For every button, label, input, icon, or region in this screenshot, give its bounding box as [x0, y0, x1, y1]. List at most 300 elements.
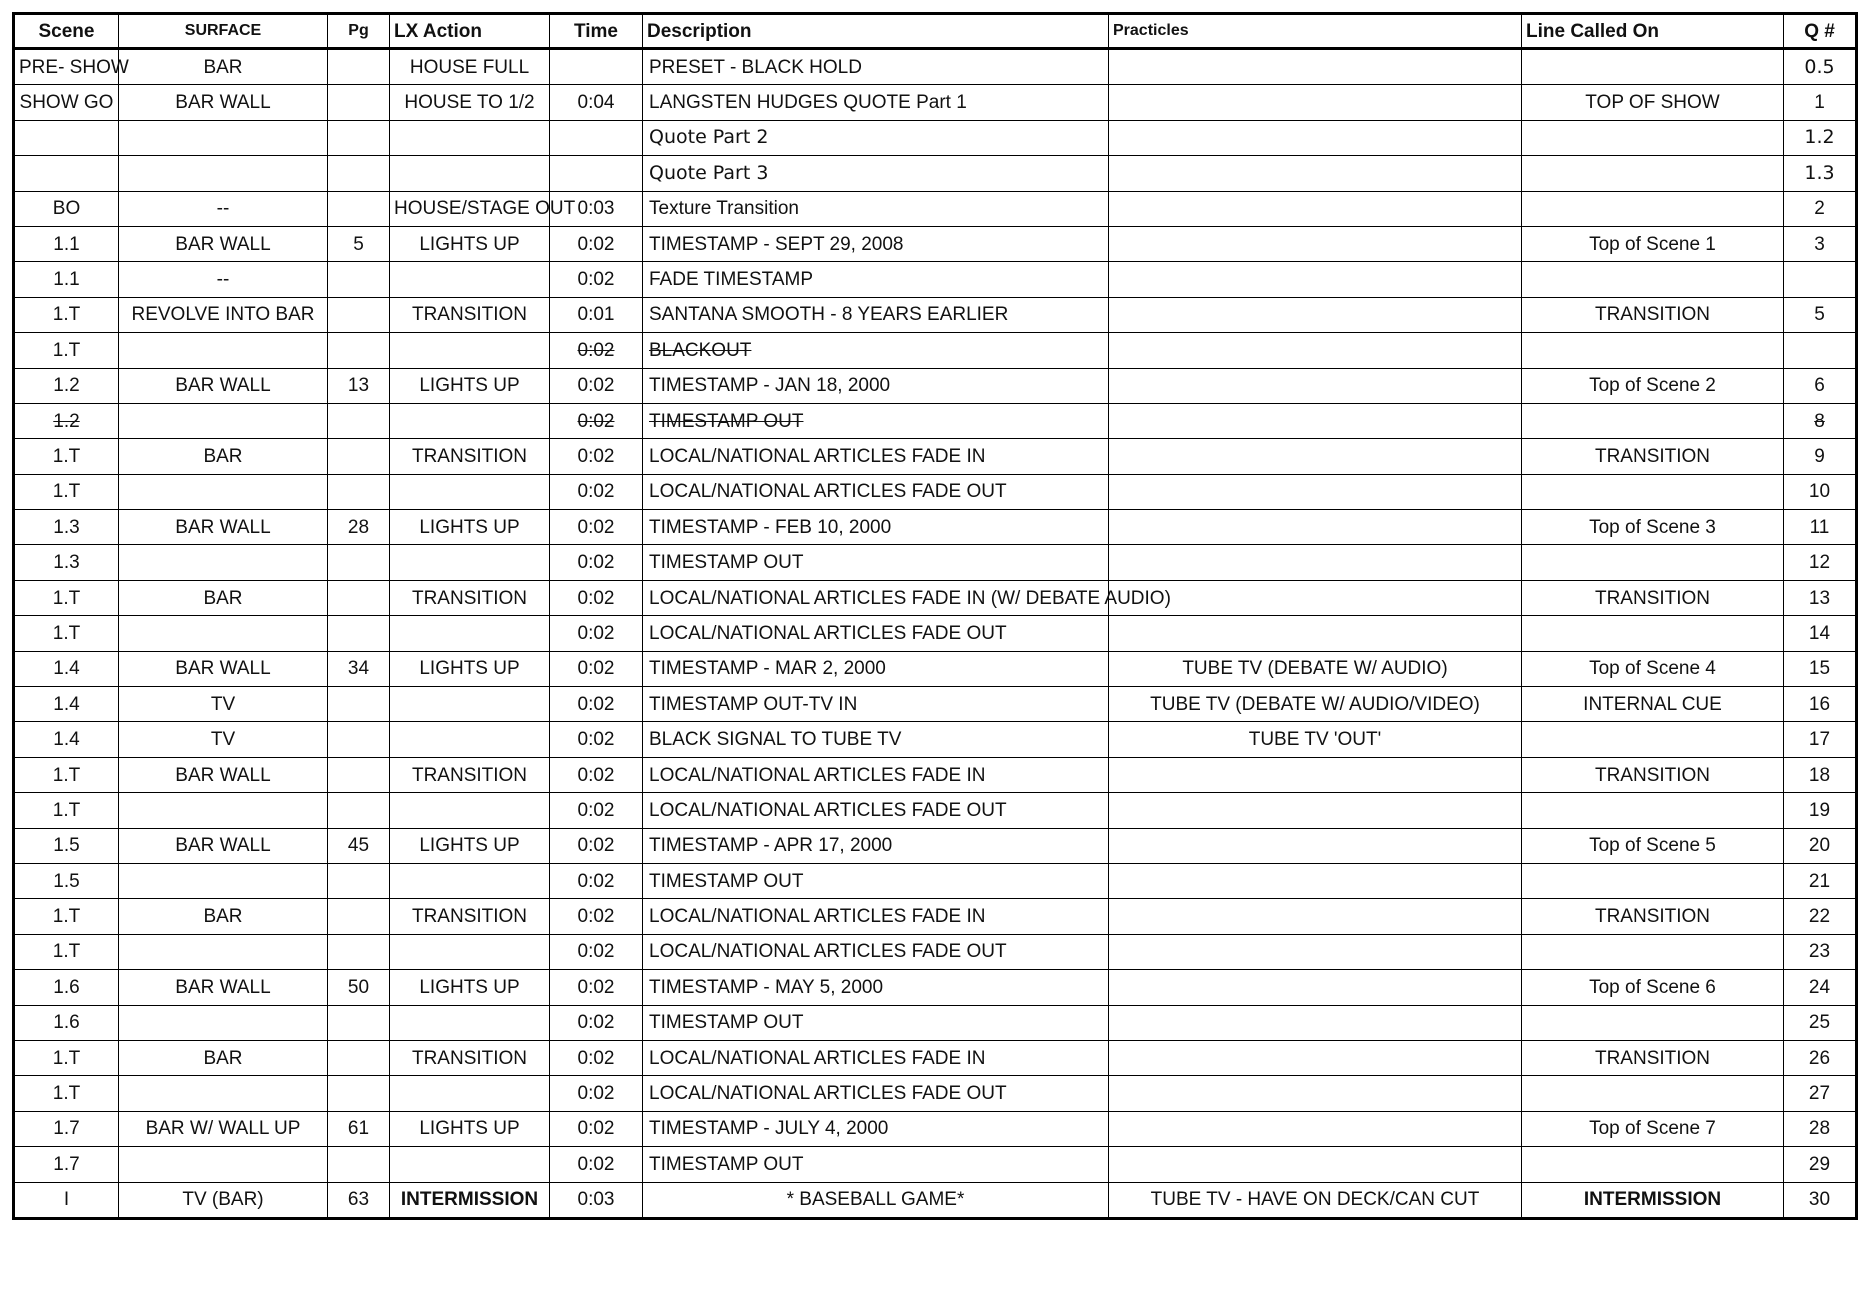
cell-scene [14, 156, 119, 191]
table-row [14, 262, 1857, 297]
cell-description: Quote Part 2 [643, 120, 1109, 155]
cell-time: 0:02 [550, 368, 643, 403]
table-row [14, 297, 1857, 332]
cell-q-number: 9 [1784, 439, 1857, 474]
cell-lx-action: LIGHTS UP [390, 1111, 550, 1146]
table-row [14, 1040, 1857, 1075]
cell-scene: SHOW GO [14, 85, 119, 120]
cell-line-called-on: TRANSITION [1522, 757, 1784, 792]
cell-pg [328, 616, 390, 651]
cell-description: TIMESTAMP - FEB 10, 2000 [643, 510, 1109, 545]
cell-pg: 13 [328, 368, 390, 403]
cell-pg [328, 687, 390, 722]
cell-pg [328, 1147, 390, 1182]
cell-description: BLACKOUT [643, 333, 1109, 368]
cell-line-called-on [1522, 262, 1784, 297]
cell-scene: 1.7 [14, 1111, 119, 1146]
cell-description: LOCAL/NATIONAL ARTICLES FADE OUT [643, 474, 1109, 509]
cell-lx-action: TRANSITION [390, 757, 550, 792]
cell-surface [119, 156, 328, 191]
cell-lx-action: HOUSE FULL [390, 49, 550, 85]
cell-q-number: 29 [1784, 1147, 1857, 1182]
cell-description: TIMESTAMP - JULY 4, 2000 [643, 1111, 1109, 1146]
table-row [14, 439, 1857, 474]
cell-time: 0:02 [550, 403, 643, 438]
table-row [14, 1005, 1857, 1040]
cell-practicles [1109, 793, 1522, 828]
cell-pg [328, 156, 390, 191]
table-row [14, 510, 1857, 545]
cell-q-number: 28 [1784, 1111, 1857, 1146]
cell-time: 0:02 [550, 616, 643, 651]
cell-practicles [1109, 1147, 1522, 1182]
header-time: Time [550, 14, 643, 49]
cell-lx-action [390, 403, 550, 438]
table-row [14, 970, 1857, 1005]
cell-pg [328, 474, 390, 509]
table-row [14, 333, 1857, 368]
cell-scene: 1.3 [14, 545, 119, 580]
cell-lx-action: TRANSITION [390, 580, 550, 615]
cell-surface [119, 120, 328, 155]
cell-scene: 1.3 [14, 510, 119, 545]
cell-practicles: TUBE TV (DEBATE W/ AUDIO/VIDEO) [1109, 687, 1522, 722]
cell-line-called-on: Top of Scene 7 [1522, 1111, 1784, 1146]
cell-scene: 1.T [14, 439, 119, 474]
cell-practicles [1109, 863, 1522, 898]
cell-q-number: 20 [1784, 828, 1857, 863]
cell-description: Texture Transition [643, 191, 1109, 226]
cell-time: 0:03 [550, 191, 643, 226]
cell-line-called-on [1522, 722, 1784, 757]
table-row [14, 85, 1857, 120]
cell-surface: BAR WALL [119, 85, 328, 120]
cell-time: 0:02 [550, 1147, 643, 1182]
cell-pg [328, 439, 390, 474]
cell-time: 0:01 [550, 297, 643, 332]
cell-q-number: 1.3 [1784, 156, 1857, 191]
cell-q-number: 22 [1784, 899, 1857, 934]
cell-practicles [1109, 1076, 1522, 1111]
cell-lx-action: LIGHTS UP [390, 226, 550, 261]
cell-lx-action: HOUSE TO 1/2 [390, 85, 550, 120]
cell-q-number: 21 [1784, 863, 1857, 898]
table-row [14, 1182, 1857, 1218]
cell-scene: BO [14, 191, 119, 226]
cell-q-number: 27 [1784, 1076, 1857, 1111]
cell-scene: 1.T [14, 899, 119, 934]
cell-line-called-on: TRANSITION [1522, 1040, 1784, 1075]
table-row [14, 1111, 1857, 1146]
cell-description: LOCAL/NATIONAL ARTICLES FADE IN [643, 1040, 1109, 1075]
cell-description: LOCAL/NATIONAL ARTICLES FADE OUT [643, 1076, 1109, 1111]
table-row [14, 156, 1857, 191]
table-row [14, 651, 1857, 686]
cell-pg [328, 545, 390, 580]
cell-pg [328, 297, 390, 332]
cell-line-called-on: Top of Scene 5 [1522, 828, 1784, 863]
cell-time: 0:02 [550, 863, 643, 898]
cell-description: BLACK SIGNAL TO TUBE TV [643, 722, 1109, 757]
cell-q-number: 6 [1784, 368, 1857, 403]
cell-description: LOCAL/NATIONAL ARTICLES FADE IN [643, 757, 1109, 792]
table-row [14, 403, 1857, 438]
header-practicles: Practicles [1109, 14, 1522, 49]
cell-line-called-on [1522, 156, 1784, 191]
cell-time: 0:02 [550, 722, 643, 757]
cell-description: TIMESTAMP OUT [643, 403, 1109, 438]
cell-lx-action [390, 616, 550, 651]
cell-q-number: 16 [1784, 687, 1857, 722]
cell-surface: BAR [119, 49, 328, 85]
cell-practicles [1109, 49, 1522, 85]
cell-practicles [1109, 439, 1522, 474]
cell-pg [328, 120, 390, 155]
cell-line-called-on [1522, 49, 1784, 85]
cell-practicles [1109, 970, 1522, 1005]
cell-pg: 28 [328, 510, 390, 545]
cell-surface [119, 333, 328, 368]
cell-q-number: 0.5 [1784, 49, 1857, 85]
cell-q-number: 13 [1784, 580, 1857, 615]
table-row [14, 191, 1857, 226]
table-row [14, 687, 1857, 722]
cell-pg [328, 85, 390, 120]
cell-time: 0:02 [550, 580, 643, 615]
cell-lx-action [390, 1076, 550, 1111]
cell-practicles [1109, 828, 1522, 863]
cell-scene: 1.2 [14, 368, 119, 403]
cell-line-called-on [1522, 1005, 1784, 1040]
cell-q-number: 3 [1784, 226, 1857, 261]
cell-description: Quote Part 3 [643, 156, 1109, 191]
cell-lx-action [390, 120, 550, 155]
cell-description: TIMESTAMP OUT [643, 863, 1109, 898]
cell-line-called-on: Top of Scene 2 [1522, 368, 1784, 403]
cell-q-number: 8 [1784, 403, 1857, 438]
cell-line-called-on [1522, 474, 1784, 509]
cell-scene: 1.2 [14, 403, 119, 438]
cell-surface [119, 616, 328, 651]
cell-q-number: 2 [1784, 191, 1857, 226]
cell-practicles [1109, 510, 1522, 545]
cell-description: TIMESTAMP - SEPT 29, 2008 [643, 226, 1109, 261]
header-row [14, 14, 1857, 49]
cell-scene: 1.T [14, 616, 119, 651]
cell-description: * BASEBALL GAME* [643, 1182, 1109, 1218]
cell-lx-action [390, 262, 550, 297]
table-row [14, 545, 1857, 580]
header-pg: Pg [328, 14, 390, 49]
cell-practicles [1109, 1111, 1522, 1146]
cell-q-number: 11 [1784, 510, 1857, 545]
cell-surface: BAR WALL [119, 368, 328, 403]
table-row [14, 368, 1857, 403]
cell-q-number: 25 [1784, 1005, 1857, 1040]
table-row [14, 49, 1857, 85]
cell-time: 0:02 [550, 474, 643, 509]
cell-description: FADE TIMESTAMP [643, 262, 1109, 297]
cell-scene: 1.1 [14, 226, 119, 261]
cell-description: LOCAL/NATIONAL ARTICLES FADE OUT [643, 793, 1109, 828]
cell-pg: 61 [328, 1111, 390, 1146]
cell-q-number: 10 [1784, 474, 1857, 509]
cell-line-called-on: INTERNAL CUE [1522, 687, 1784, 722]
cell-surface: BAR WALL [119, 510, 328, 545]
cell-pg [328, 793, 390, 828]
cell-description: TIMESTAMP - MAY 5, 2000 [643, 970, 1109, 1005]
cell-practicles [1109, 899, 1522, 934]
cell-description: LOCAL/NATIONAL ARTICLES FADE IN [643, 439, 1109, 474]
table-row [14, 863, 1857, 898]
cell-lx-action [390, 156, 550, 191]
cell-pg [328, 899, 390, 934]
cell-lx-action [390, 934, 550, 969]
cell-scene: 1.5 [14, 828, 119, 863]
cell-scene [14, 120, 119, 155]
cell-surface [119, 474, 328, 509]
cell-surface: REVOLVE INTO BAR [119, 297, 328, 332]
table-row [14, 828, 1857, 863]
cell-lx-action [390, 722, 550, 757]
cell-practicles [1109, 368, 1522, 403]
header-line-called-on: Line Called On [1522, 14, 1784, 49]
cell-pg [328, 333, 390, 368]
cell-pg [328, 1076, 390, 1111]
cell-pg: 5 [328, 226, 390, 261]
cell-line-called-on: TRANSITION [1522, 580, 1784, 615]
cell-description: LOCAL/NATIONAL ARTICLES FADE IN [643, 899, 1109, 934]
cell-time: 0:02 [550, 1005, 643, 1040]
cell-description: LANGSTEN HUDGES QUOTE Part 1 [643, 85, 1109, 120]
cell-practicles [1109, 545, 1522, 580]
cell-surface [119, 863, 328, 898]
cell-pg [328, 580, 390, 615]
cell-time: 0:02 [550, 439, 643, 474]
cell-q-number: 15 [1784, 651, 1857, 686]
cell-description: TIMESTAMP OUT [643, 1147, 1109, 1182]
cell-surface [119, 934, 328, 969]
cell-lx-action: TRANSITION [390, 297, 550, 332]
cell-surface [119, 1076, 328, 1111]
cell-line-called-on [1522, 1147, 1784, 1182]
cell-pg [328, 1005, 390, 1040]
cell-practicles [1109, 616, 1522, 651]
cell-pg: 45 [328, 828, 390, 863]
cell-practicles [1109, 85, 1522, 120]
cell-lx-action: LIGHTS UP [390, 651, 550, 686]
cell-description: LOCAL/NATIONAL ARTICLES FADE OUT [643, 934, 1109, 969]
cell-practicles [1109, 297, 1522, 332]
header-q-number: Q # [1784, 14, 1857, 49]
cell-time: 0:02 [550, 757, 643, 792]
cell-lx-action: INTERMISSION [390, 1182, 550, 1218]
cell-pg [328, 262, 390, 297]
cell-surface [119, 403, 328, 438]
cell-time: 0:02 [550, 970, 643, 1005]
cell-surface: BAR [119, 580, 328, 615]
cell-scene: 1.T [14, 757, 119, 792]
cell-lx-action [390, 687, 550, 722]
cell-surface: TV [119, 687, 328, 722]
cell-scene: 1.T [14, 333, 119, 368]
cell-scene: 1.7 [14, 1147, 119, 1182]
cell-surface: BAR WALL [119, 828, 328, 863]
table-row [14, 616, 1857, 651]
cell-line-called-on: INTERMISSION [1522, 1182, 1784, 1218]
cell-line-called-on [1522, 863, 1784, 898]
cell-practicles [1109, 226, 1522, 261]
cell-lx-action [390, 1005, 550, 1040]
cell-line-called-on [1522, 333, 1784, 368]
cell-line-called-on [1522, 191, 1784, 226]
cell-surface: TV (BAR) [119, 1182, 328, 1218]
cell-practicles [1109, 262, 1522, 297]
cell-practicles: TUBE TV 'OUT' [1109, 722, 1522, 757]
cell-scene: 1.T [14, 1076, 119, 1111]
cell-time: 0:04 [550, 85, 643, 120]
cell-time: 0:02 [550, 793, 643, 828]
cell-time: 0:02 [550, 687, 643, 722]
cell-description: PRESET - BLACK HOLD [643, 49, 1109, 85]
cell-line-called-on: TOP OF SHOW [1522, 85, 1784, 120]
cell-line-called-on: Top of Scene 6 [1522, 970, 1784, 1005]
cell-pg: 34 [328, 651, 390, 686]
cell-surface [119, 545, 328, 580]
cell-surface: BAR WALL [119, 757, 328, 792]
cell-description: TIMESTAMP - JAN 18, 2000 [643, 368, 1109, 403]
cell-pg [328, 403, 390, 438]
cell-surface: BAR [119, 439, 328, 474]
cell-time: 0:02 [550, 545, 643, 580]
cell-q-number: 24 [1784, 970, 1857, 1005]
cell-scene: PRE- SHOW [14, 49, 119, 85]
cell-practicles [1109, 934, 1522, 969]
cue-sheet-table [12, 12, 1858, 1220]
cell-line-called-on [1522, 793, 1784, 828]
table-row [14, 722, 1857, 757]
cell-time: 0:03 [550, 1182, 643, 1218]
cell-line-called-on: Top of Scene 3 [1522, 510, 1784, 545]
cell-lx-action [390, 474, 550, 509]
cell-scene: 1.6 [14, 970, 119, 1005]
cell-pg: 50 [328, 970, 390, 1005]
cell-q-number [1784, 333, 1857, 368]
cell-line-called-on: TRANSITION [1522, 899, 1784, 934]
cell-lx-action [390, 333, 550, 368]
cell-pg [328, 722, 390, 757]
cell-surface: BAR WALL [119, 651, 328, 686]
cell-pg [328, 863, 390, 898]
cell-scene: 1.6 [14, 1005, 119, 1040]
cell-practicles: TUBE TV (DEBATE W/ AUDIO) [1109, 651, 1522, 686]
cell-pg [328, 1040, 390, 1075]
cell-time: 0:02 [550, 1111, 643, 1146]
cell-practicles [1109, 191, 1522, 226]
cell-lx-action: TRANSITION [390, 439, 550, 474]
cell-lx-action: TRANSITION [390, 899, 550, 934]
cell-q-number: 17 [1784, 722, 1857, 757]
table-row [14, 1147, 1857, 1182]
cell-q-number: 1 [1784, 85, 1857, 120]
cell-description: TIMESTAMP OUT [643, 545, 1109, 580]
cell-pg [328, 934, 390, 969]
cell-surface: BAR WALL [119, 226, 328, 261]
cell-scene: 1.T [14, 934, 119, 969]
cell-q-number: 5 [1784, 297, 1857, 332]
cell-line-called-on: TRANSITION [1522, 297, 1784, 332]
cell-practicles [1109, 757, 1522, 792]
cell-lx-action [390, 863, 550, 898]
table-row [14, 1076, 1857, 1111]
cell-pg: 63 [328, 1182, 390, 1218]
cell-surface: BAR [119, 1040, 328, 1075]
cell-lx-action [390, 545, 550, 580]
cell-time: 0:02 [550, 828, 643, 863]
header-surface: SURFACE [119, 14, 328, 49]
cell-line-called-on: Top of Scene 1 [1522, 226, 1784, 261]
cell-surface [119, 793, 328, 828]
header-description: Description [643, 14, 1109, 49]
table-row [14, 474, 1857, 509]
table-row [14, 757, 1857, 792]
cell-scene: 1.T [14, 474, 119, 509]
cell-scene: 1.4 [14, 722, 119, 757]
cell-lx-action [390, 1147, 550, 1182]
cell-q-number: 26 [1784, 1040, 1857, 1075]
cell-description: TIMESTAMP - MAR 2, 2000 [643, 651, 1109, 686]
cell-scene: 1.T [14, 297, 119, 332]
cell-description: TIMESTAMP OUT [643, 1005, 1109, 1040]
table-row [14, 899, 1857, 934]
cell-description: LOCAL/NATIONAL ARTICLES FADE OUT [643, 616, 1109, 651]
cell-scene: 1.1 [14, 262, 119, 297]
header-lx-action: LX Action [390, 14, 550, 49]
cell-pg [328, 191, 390, 226]
cell-practicles [1109, 156, 1522, 191]
cell-q-number: 19 [1784, 793, 1857, 828]
cell-lx-action: LIGHTS UP [390, 368, 550, 403]
cell-scene: I [14, 1182, 119, 1218]
cell-line-called-on [1522, 1076, 1784, 1111]
cell-time [550, 156, 643, 191]
cell-time [550, 120, 643, 155]
cell-description: LOCAL/NATIONAL ARTICLES FADE IN (W/ DEBATE AUDIO) [643, 580, 1109, 615]
cell-lx-action: LIGHTS UP [390, 970, 550, 1005]
cell-surface: -- [119, 262, 328, 297]
table-row [14, 580, 1857, 615]
cell-q-number: 18 [1784, 757, 1857, 792]
cell-lx-action: HOUSE/STAGE OUT [390, 191, 550, 226]
cell-practicles: TUBE TV - HAVE ON DECK/CAN CUT [1109, 1182, 1522, 1218]
cell-q-number: 23 [1784, 934, 1857, 969]
cell-lx-action [390, 793, 550, 828]
table-row [14, 226, 1857, 261]
header-scene: Scene [14, 14, 119, 49]
cell-scene: 1.T [14, 580, 119, 615]
cell-time: 0:02 [550, 262, 643, 297]
cell-practicles [1109, 1040, 1522, 1075]
cell-q-number: 1.2 [1784, 120, 1857, 155]
cell-time: 0:02 [550, 333, 643, 368]
cell-description: SANTANA SMOOTH - 8 YEARS EARLIER [643, 297, 1109, 332]
table-row [14, 934, 1857, 969]
cell-line-called-on [1522, 403, 1784, 438]
cell-time [550, 49, 643, 85]
cell-time: 0:02 [550, 226, 643, 261]
cell-surface: BAR W/ WALL UP [119, 1111, 328, 1146]
cell-lx-action: TRANSITION [390, 1040, 550, 1075]
